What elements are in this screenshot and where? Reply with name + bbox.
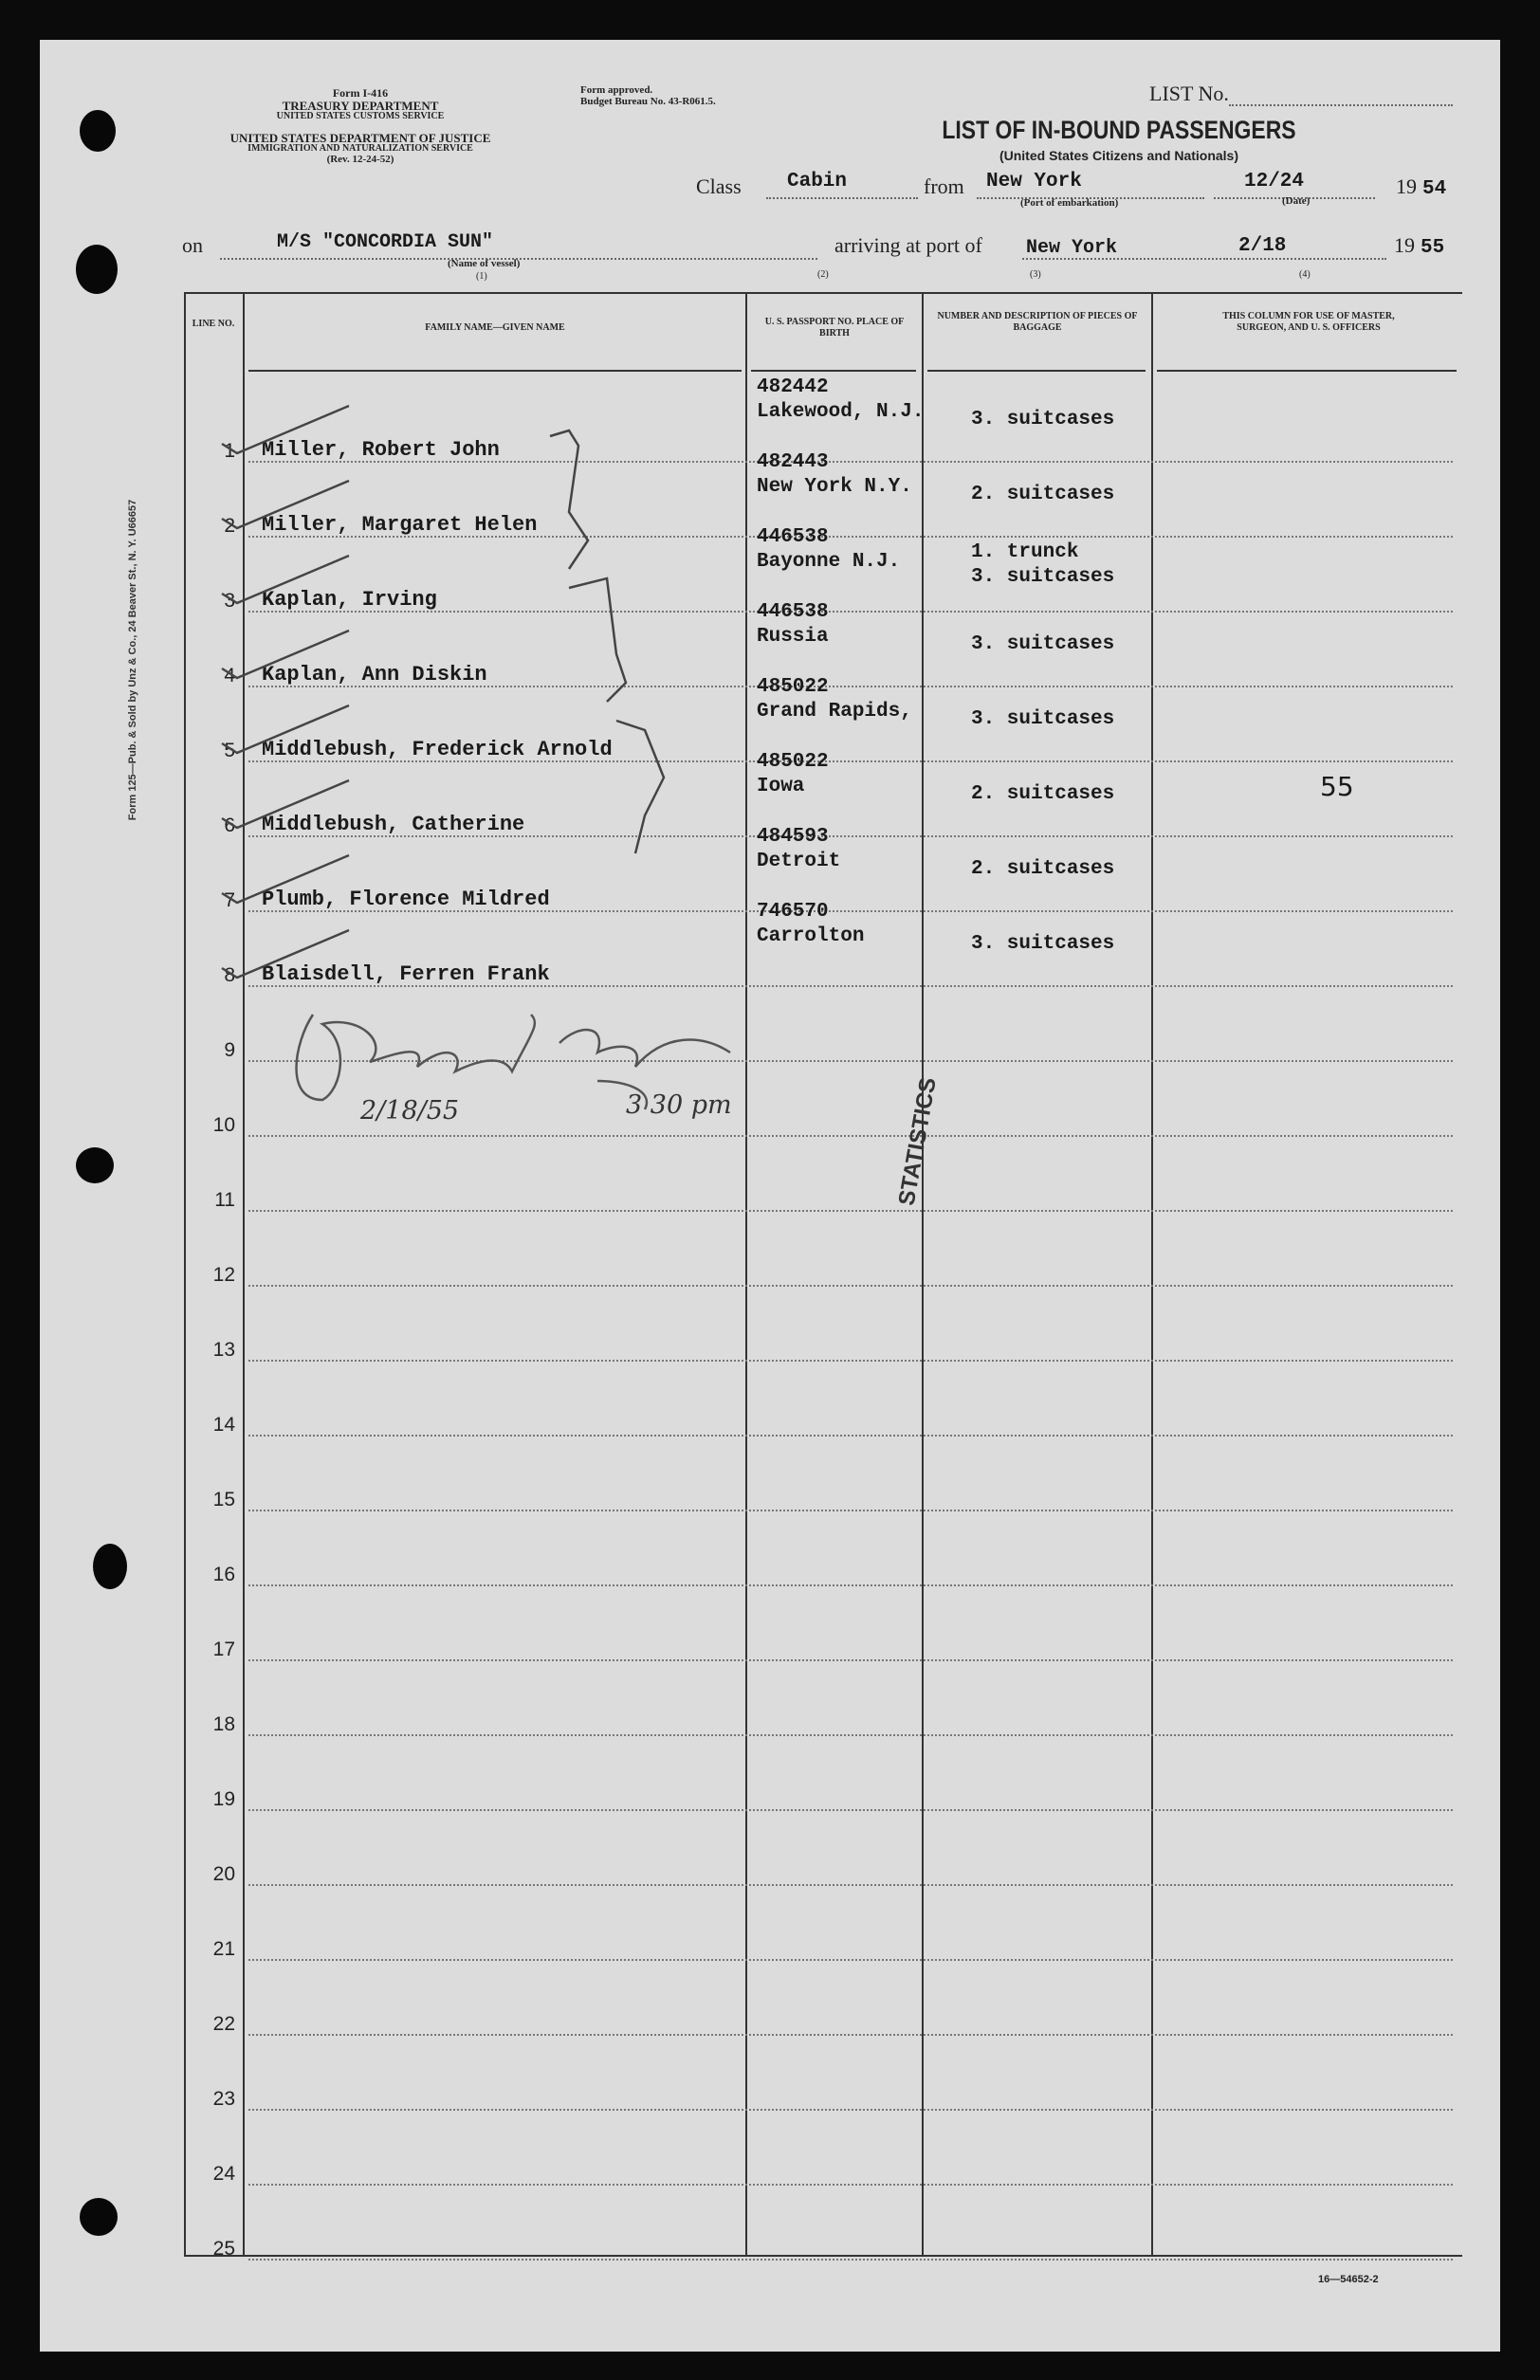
check-mark	[216, 851, 358, 908]
line-number: 17	[212, 1639, 235, 1660]
punch-hole	[80, 2198, 118, 2236]
statistics-stamp: STATISTICS	[893, 1075, 942, 1208]
bracket-marks	[531, 417, 683, 872]
header-underline-2	[751, 370, 916, 372]
class-line	[766, 197, 918, 199]
baggage-desc: 3. suitcases	[971, 933, 1115, 955]
check-mark	[216, 552, 358, 609]
line-number: 14	[212, 1414, 235, 1436]
row-dotted-line	[248, 2109, 1453, 2111]
place-of-birth: New York N.Y.	[757, 476, 912, 498]
class-value: Cabin	[787, 171, 848, 192]
on-label: on	[182, 233, 203, 257]
line-number: 22	[212, 2013, 235, 2035]
caption-2: (2)	[817, 269, 829, 280]
line-number: 8	[224, 964, 235, 986]
check-mark	[216, 477, 358, 534]
col-header-baggage: NUMBER AND DESCRIPTION OF PIECES OF BAGGAGE	[937, 311, 1138, 333]
check-mark	[216, 926, 358, 983]
header-underline-4	[1157, 370, 1457, 372]
arr-date-line	[1223, 258, 1386, 260]
table-top-rule	[184, 292, 1462, 294]
caption-3: (3)	[1030, 269, 1041, 280]
baggage-desc: 1. trunck	[971, 541, 1079, 563]
baggage-desc: 3. suitcases	[971, 708, 1115, 730]
handwritten-date: 2/18/55	[360, 1096, 460, 1126]
class-label: Class	[696, 174, 742, 198]
arriving-label: arriving at port of	[834, 233, 982, 257]
port-embark-caption: (Port of embarkation)	[1020, 197, 1119, 209]
check-mark	[216, 402, 358, 459]
page-subtitle: (United States Citizens and Nationals)	[999, 148, 1239, 163]
date-caption: (Date)	[1282, 195, 1311, 207]
justice-dept: UNITED STATES DEPARTMENT OF JUSTICE	[229, 130, 491, 145]
from-label: from	[924, 174, 964, 198]
line-number: 15	[212, 1489, 235, 1510]
punch-hole	[76, 245, 118, 294]
line-number: 23	[212, 2088, 235, 2110]
line-number: 18	[212, 1713, 235, 1735]
passenger-name: Miller, Margaret Helen	[262, 513, 538, 537]
column-rule-2	[745, 292, 747, 2257]
arrival-date: 2/18	[1238, 235, 1287, 257]
line-number: 24	[212, 2163, 235, 2185]
line-number: 12	[212, 1264, 235, 1286]
passport-number: 446538	[757, 526, 829, 548]
line-number: 10	[212, 1114, 235, 1136]
check-mark	[216, 627, 358, 684]
col-header-officers: THIS COLUMN FOR USE OF MASTER, SURGEON, AND U. S. OFFICERS	[1222, 311, 1395, 333]
vessel-name: M/S "CONCORDIA SUN"	[277, 231, 494, 253]
passport-number: 746570	[757, 901, 829, 923]
caption-1: (1)	[476, 271, 487, 282]
line-number: 3	[224, 590, 235, 612]
col-header-passport: U. S. PASSPORT NO. PLACE OF BIRTH	[764, 317, 905, 339]
col-header-name: FAMILY NAME—GIVEN NAME	[425, 322, 565, 333]
row-dotted-line	[248, 2034, 1453, 2036]
row-dotted-line	[248, 1734, 1453, 1736]
row-dotted-line	[248, 1285, 1453, 1287]
baggage-desc: 2. suitcases	[971, 783, 1115, 805]
punch-hole	[80, 110, 116, 152]
row-dotted-line	[248, 2259, 1453, 2261]
column-rule-4	[1151, 292, 1153, 2257]
vessel-caption: (Name of vessel)	[448, 258, 521, 269]
header-underline-3	[927, 370, 1146, 372]
passenger-name: Miller, Robert John	[262, 438, 500, 462]
form-approved: Form approved.	[580, 84, 653, 96]
side-publisher-text: Form 125—Pub. & Sold by Unz & Co., 24 Beaver St., N. Y. U66657	[127, 499, 138, 821]
officer-note: 55	[1320, 771, 1354, 802]
passenger-name: Plumb, Florence Mildred	[262, 888, 550, 911]
line-number: 16	[212, 1564, 235, 1585]
line-number: 11	[214, 1189, 235, 1211]
place-of-birth: Grand Rapids,	[757, 701, 912, 723]
check-mark	[216, 702, 358, 759]
row-dotted-line	[248, 1659, 1453, 1661]
customs-service: UNITED STATES CUSTOMS SERVICE	[276, 111, 445, 122]
arr-year-prefix: 19	[1394, 233, 1415, 257]
row-dotted-line	[248, 2184, 1453, 2186]
punch-hole	[93, 1544, 127, 1589]
passport-number: 482443	[757, 451, 829, 473]
arr-year-suffix: 55	[1421, 237, 1445, 259]
row-dotted-line	[248, 1809, 1453, 1811]
treasury-dept: TREASURY DEPARTMENT	[282, 98, 439, 113]
caption-4: (4)	[1299, 269, 1311, 280]
baggage-desc: 3. suitcases	[971, 633, 1115, 655]
passenger-name: Middlebush, Frederick Arnold	[262, 738, 613, 761]
list-number-label: LIST No.	[1149, 82, 1229, 105]
header-underline-1	[248, 370, 742, 372]
row-dotted-line	[248, 1584, 1453, 1586]
line-number: 19	[212, 1788, 235, 1810]
line-number: 5	[224, 740, 235, 761]
form-approval	[580, 85, 716, 107]
arrival-port: New York	[1026, 237, 1118, 259]
line-number: 21	[212, 1938, 235, 1960]
place-of-birth: Lakewood, N.J.	[757, 401, 925, 423]
line-number: 25	[212, 2238, 235, 2260]
place-of-birth: Detroit	[757, 851, 841, 872]
table-bottom-rule	[184, 2255, 1462, 2257]
row-dotted-line	[248, 1435, 1453, 1437]
column-rule-3	[922, 292, 924, 2257]
baggage-desc: 3. suitcases	[971, 409, 1115, 430]
place-of-birth: Carrolton	[757, 925, 865, 947]
list-number-line	[1229, 104, 1453, 106]
line-number: 7	[224, 889, 235, 911]
form-number: Form I-416	[332, 86, 389, 100]
row-dotted-line	[248, 1884, 1453, 1886]
handwritten-time: 3 30 pm	[626, 1090, 732, 1120]
passenger-name: Kaplan, Irving	[262, 588, 437, 612]
row-dotted-line	[248, 1510, 1453, 1511]
passport-number: 485022	[757, 751, 829, 773]
line-number: 6	[224, 815, 235, 836]
passenger-name: Middlebush, Catherine	[262, 813, 525, 836]
line-number: 20	[212, 1863, 235, 1885]
departure-date: 12/24	[1244, 171, 1305, 192]
row-dotted-line	[248, 1360, 1453, 1362]
punch-hole	[76, 1147, 114, 1183]
dep-year-prefix: 19	[1396, 174, 1417, 198]
passport-number: 446538	[757, 601, 829, 623]
revision-date: (Rev. 12-24-52)	[326, 153, 394, 165]
line-number: 13	[212, 1339, 235, 1361]
baggage-desc: 2. suitcases	[971, 484, 1115, 505]
place-of-birth: Iowa	[757, 776, 805, 797]
row-dotted-line	[248, 1959, 1453, 1961]
line-number: 4	[224, 665, 235, 687]
passport-number: 485022	[757, 676, 829, 698]
line-number: 9	[224, 1039, 235, 1061]
row-dotted-line	[248, 1135, 1453, 1137]
check-mark	[216, 777, 358, 833]
budget-bureau: Budget Bureau No. 43-R061.5.	[580, 95, 716, 107]
place-of-birth: Bayonne N.J.	[757, 551, 901, 573]
dep-year-suffix: 54	[1422, 178, 1447, 200]
baggage-desc: 2. suitcases	[971, 858, 1115, 880]
passport-number: 484593	[757, 826, 829, 848]
from-value: New York	[986, 171, 1082, 192]
line-number: 2	[224, 515, 235, 537]
passenger-name: Blaisdell, Ferren Frank	[262, 962, 550, 986]
col-header-line-no: LINE NO.	[192, 319, 235, 329]
passenger-name: Kaplan, Ann Diskin	[262, 663, 487, 687]
place-of-birth: Russia	[757, 626, 829, 648]
footer-code: 16—54652-2	[1318, 2274, 1379, 2285]
page-title: LIST OF IN-BOUND PASSENGERS	[942, 116, 1296, 144]
passport-number: 482442	[757, 376, 829, 398]
ins-service: IMMIGRATION AND NATURALIZATION SERVICE	[248, 143, 473, 155]
form-department-block	[171, 87, 550, 165]
row-dotted-line	[248, 1210, 1453, 1212]
line-number: 1	[224, 440, 235, 462]
baggage-desc-2: 3. suitcases	[971, 566, 1115, 588]
